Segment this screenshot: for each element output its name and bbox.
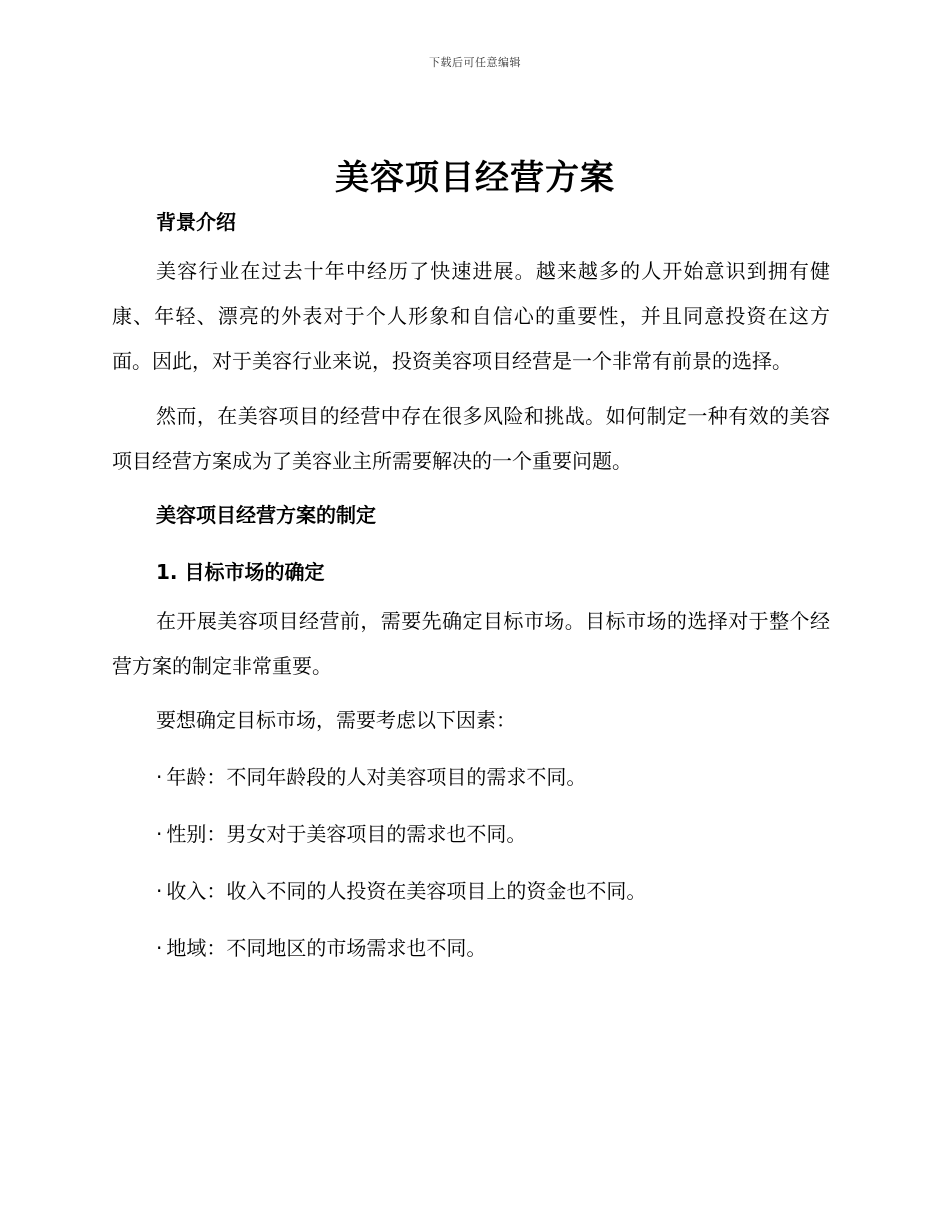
bullet-mark: · (156, 936, 163, 960)
document-title: 美容项目经营方案 (335, 158, 615, 198)
factor-item (112, 760, 830, 794)
factor-text: 收入：收入不同的人投资在美容项目上的资金也不同。 (166, 879, 647, 903)
factor-text: 地域：不同地区的市场需求也不同。 (166, 936, 487, 960)
paragraph-target-market: 在开展美容项目经营前，需要先确定目标市场。目标市场的选择对于整个经营方案的制定非常重要。 (112, 609, 830, 678)
factors-intro: 要想确定目标市场，需要考虑以下因素： (156, 708, 516, 732)
factor-text: 年龄：不同年龄段的人对美容项目的需求不同。 (166, 765, 587, 789)
factor-text: 性别：男女对于美容项目的需求也不同。 (166, 822, 527, 846)
bullet-mark: · (156, 822, 163, 846)
document-body (112, 205, 830, 965)
factor-item (112, 931, 830, 965)
factor-item (112, 874, 830, 908)
header-note: 下载后可任意编辑 (429, 56, 521, 69)
subsection-heading-target-market: 1. 目标市场的确定 (156, 560, 325, 584)
paragraph-background-1: 美容行业在过去十年中经历了快速进展。越来越多的人开始意识到拥有健康、年轻、漂亮的外表对于个人形象和自信心的重要性，并且同意投资在这方面。因此，对于美容行业来说，投资美容项目经营是一个非常有前景的选择。 (112, 259, 830, 373)
section-heading-background: 背景介绍 (156, 210, 236, 234)
paragraph-background-2: 然而，在美容项目的经营中存在很多风险和挑战。如何制定一种有效的美容项目经营方案成为了美容业主所需要解决的一个重要问题。 (112, 404, 830, 473)
section-heading-plan: 美容项目经营方案的制定 (156, 503, 376, 527)
factor-item (112, 817, 830, 851)
bullet-mark: · (156, 765, 163, 789)
bullet-mark: · (156, 879, 163, 903)
